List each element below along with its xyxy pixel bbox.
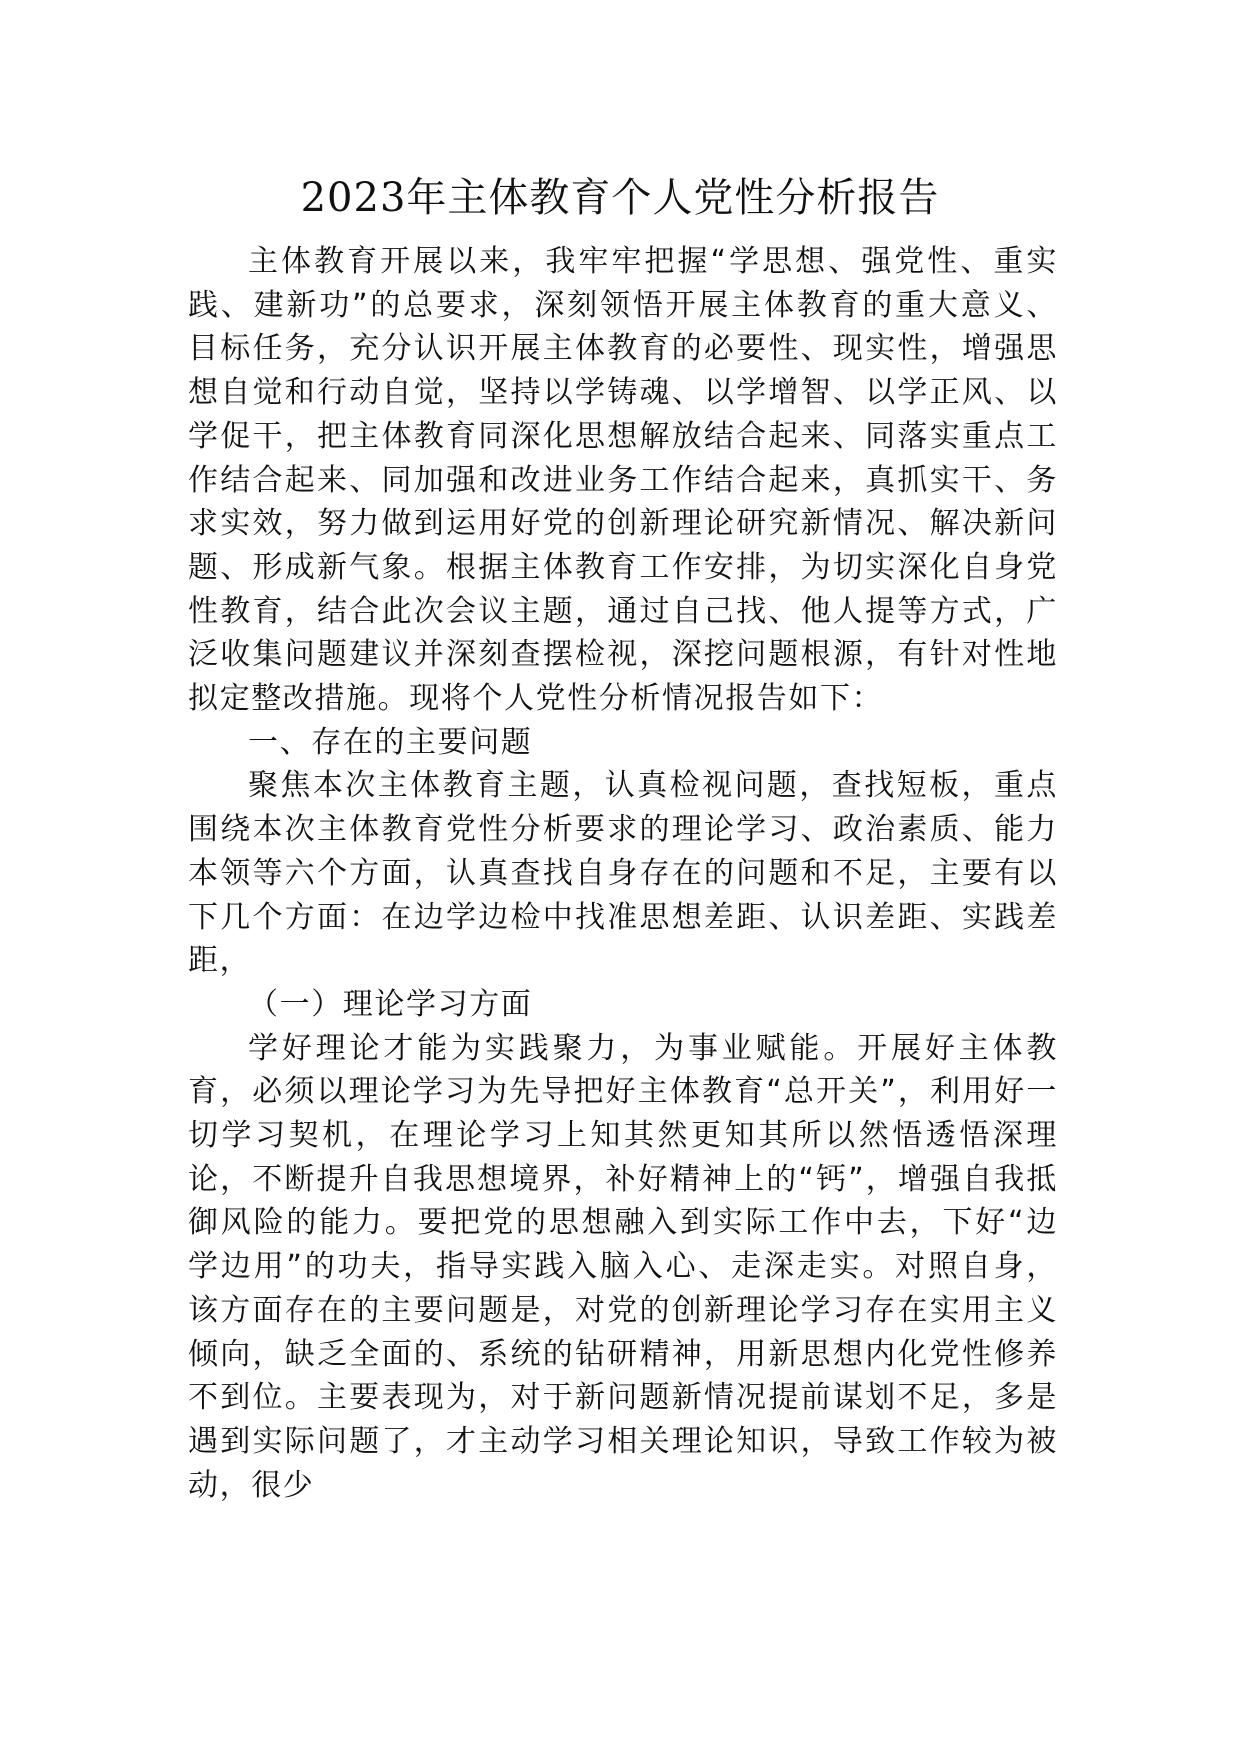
intro-paragraph: 主体教育开展以来，我牢牢把握“学思想、强党性、重实践、建新功”的总要求，深刻领悟开展主体教育的重大意义、目标任务，充分认识开展主体教育的必要性、现实性，增强思想自觉和行动自觉，坚持以学铸魂、以学增智、以学正风、以学促干，把主体教育同深化思想解放结合起来、同落实重点工作结合起来、同加强和改进业务工作结合起来，真抓实干、务求实效，努力做到运用好党的创新理论研究新情况、解决新问题、形成新气象。根据主体教育工作安排，为切实深化自身党性教育，结合此次会议主题，通过自己找、他人提等方式，广泛收集问题建议并深刻查摆检视，深挖问题根源，有针对性地拟定整改措施。现将个人党性分析情况报告如下： bbox=[188, 244, 1058, 717]
document-title: 2023年主体教育个人党性分析报告 bbox=[300, 175, 940, 221]
problems-paragraph: 聚焦本次主体教育主题，认真检视问题，查找短板，重点围绕本次主体教育党性分析要求的理论学习、政治素质、能力本领等六个方面，认真查找自身存在的问题和不足，主要有以下几个方面：在边学边检中找准思想差距、认识差距、实践差距， bbox=[188, 768, 1058, 979]
document-body bbox=[188, 240, 1058, 1507]
section-heading-problems: 一、存在的主要问题 bbox=[248, 724, 533, 760]
subsection-heading-theory: （一）理论学习方面 bbox=[248, 986, 533, 1022]
theory-paragraph: 学好理论才能为实践聚力，为事业赋能。开展好主体教育，必须以理论学习为先导把好主体教育“总开关”，利用好一切学习契机，在理论学习上知其然更知其所以然悟透悟深理论，不断提升自我思想境界，补好精神上的“钙”，增强自我抵御风险的能力。要把党的思想融入到实际工作中去，下好“边学边用”的功夫，指导实践入脑入心、走深走实。对照自身，该方面存在的主要问题是，对党的创新理论学习存在实用主义倾向，缺乏全面的、系统的钻研精神，用新思想内化党性修养不到位。主要表现为，对于新问题新情况提前谋划不足，多是遇到实际问题了，才主动学习相关理论知识，导致工作较为被动，很少 bbox=[188, 1030, 1058, 1503]
